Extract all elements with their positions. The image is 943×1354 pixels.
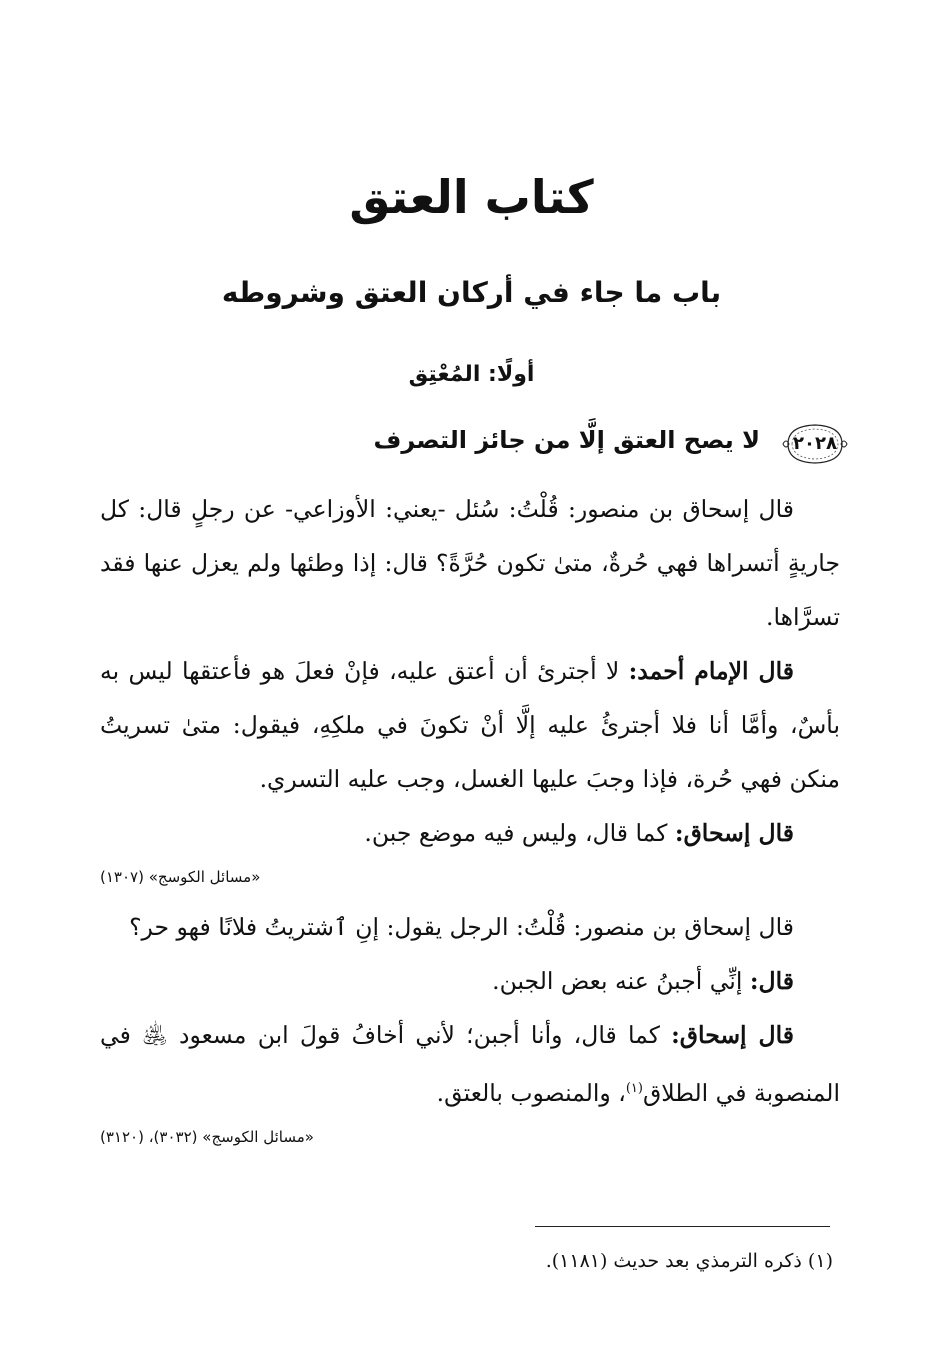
footnote-ref[interactable]: (١) bbox=[625, 1081, 643, 1096]
section-title: أولًا: المُعْتِق bbox=[408, 362, 535, 387]
source-citation: «مسائل الكوسج» (٣٠٣٢)، (٣١٢٠) bbox=[100, 1127, 314, 1146]
paragraph-question-1: قال إسحاق بن منصور: قُلْتُ: سُئل -يعني: الأوزاعي- عن رجلٍ قال: كل جاريةٍ أتسراها فهي حُرةٌ، متىٰ تكون حُرَّةً؟ قال: إذا وطئها ولم يعزل عنها فقد تسرَّاها. bbox=[100, 495, 840, 631]
paragraph-text: إنِّي أجبنُ عنه بعض الجبن. bbox=[492, 967, 750, 995]
paragraph-answer-short bbox=[100, 954, 840, 1008]
chapter-title: باب ما جاء في أركان العتق وشروطه bbox=[221, 276, 722, 309]
main-text bbox=[100, 482, 840, 1160]
issue-heading bbox=[100, 420, 840, 468]
speaker-label: قال: bbox=[749, 967, 794, 995]
paragraph-answer-ahmad bbox=[100, 644, 840, 806]
book-title: كتاب العتق bbox=[349, 170, 594, 224]
speaker-label: قال الإمام أحمد: bbox=[628, 657, 794, 685]
paragraph-answer-ishaq-2 bbox=[100, 1008, 840, 1120]
speaker-label: قال إسحاق: bbox=[674, 819, 794, 847]
paragraph-text: كما قال، وأنا أجبن؛ لأني أخافُ قولَ ابن مسعود ﵁ في المنصوبة في الطلاق bbox=[100, 1021, 840, 1107]
speaker-label: قال إسحاق: bbox=[671, 1021, 794, 1049]
paragraph-text: لا أجترئ أن أعتق عليه، فإنْ فعلَ هو فأعتقها ليس به بأسٌ، وأمَّا أنا فلا أجترئُ عليه إلَّا أنْ تكونَ في ملكِهِ، فيقول: متىٰ تسريتُ منكن فهي حُرة، فإذا وجبَ عليها الغسل، وجب عليه التسري. bbox=[100, 657, 840, 793]
paragraph-answer-ishaq bbox=[100, 806, 840, 860]
footnote-separator bbox=[535, 1226, 830, 1227]
issue-number-badge bbox=[780, 420, 850, 468]
source-citation: «مسائل الكوسج» (١٣٠٧) bbox=[100, 868, 261, 886]
issue-number: ٢٠٢٨ bbox=[793, 433, 837, 454]
issue-title: لا يصح العتق إلَّا من جائز التصرف bbox=[373, 426, 760, 454]
paragraph-text: ، والمنصوب بالعتق. bbox=[436, 1078, 626, 1107]
paragraph-question-2: قال إسحاق بن منصور: قُلْتُ: الرجل يقول: إنِ ٱشتريتُ فلانًا فهو حر؟ bbox=[129, 913, 794, 941]
paragraph-text: كما قال، وليس فيه موضع جبن. bbox=[364, 819, 675, 847]
footnote: (١) ذكره الترمذي بعد حديث (١١٨١). bbox=[545, 1250, 833, 1272]
